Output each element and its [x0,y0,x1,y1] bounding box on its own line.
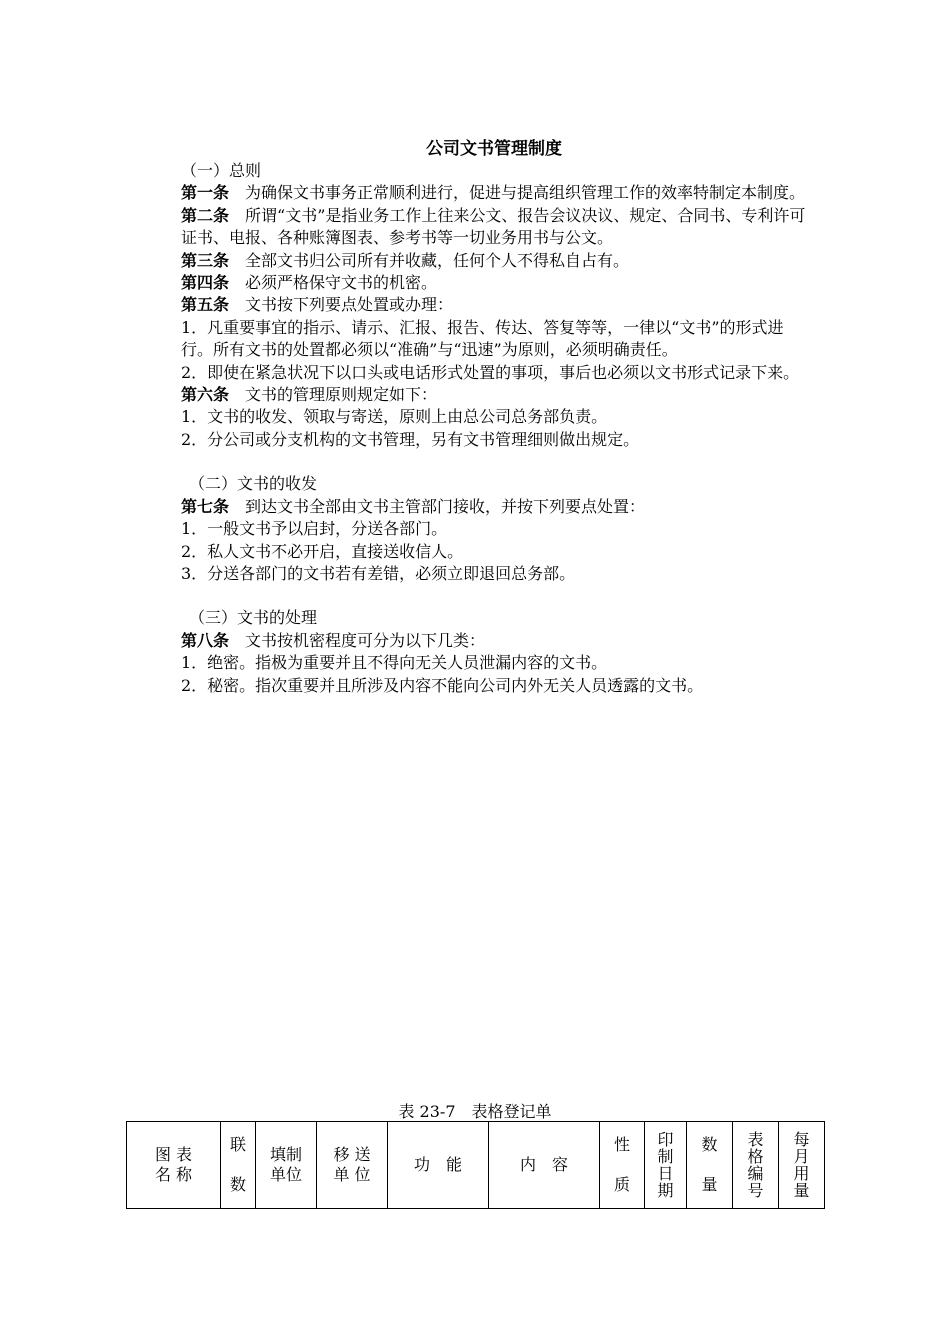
header-quantity: 数 量 [687,1122,733,1209]
article-8-item-2: 2．秘密。指次重要并且所涉及内容不能向公司内外无关人员透露的文书。 [181,675,704,695]
article-4-label: 第四条 [181,273,230,293]
article-2-label: 第二条 [181,205,230,225]
section-heading-processing: （三）文书的处理 [189,608,318,628]
article-1 [145,182,810,204]
article-7-item-1: 1．一般文书予以启封，分送各部门。 [181,519,448,539]
article-7-item-2: 2．私人文书不必开启，直接送收信人。 [181,541,464,561]
article-2 [145,205,810,250]
header-copies: 联 数 [221,1122,256,1209]
header-nature: 性 质 [600,1122,645,1209]
article-5-item-1: 1．凡重要事宜的指示、请示、汇报、报告、传达、答复等等，一律以“文书”的形式进行。所有文书的处置都必须以“准确”与“迅速”为原则，必须明确责任。 [181,317,784,360]
article-3 [145,250,810,272]
header-content: 内 容 [489,1122,600,1209]
table-header-row [127,1122,825,1209]
article-8-text: 文书按机密程度可分为以下几类： [245,630,486,650]
header-print-date: 印 制 日 期 [645,1122,687,1209]
document-body [145,160,810,697]
article-4-text: 必须严格保守文书的机密。 [245,273,438,293]
article-3-text: 全部文书归公司所有并收藏，任何个人不得私自占有。 [245,250,630,270]
article-8 [145,630,810,652]
article-3-label: 第三条 [181,250,230,270]
article-1-text: 为确保文书事务正常顺利进行，促进与提高组织管理工作的效率特制定本制度。 [245,183,806,203]
spacer [145,451,810,473]
section-heading-receiving: （二）文书的收发 [189,474,318,494]
article-7 [145,496,810,518]
article-6-text: 文书的管理原则规定如下： [245,385,438,405]
section-heading-general: （一）总则 [181,161,262,180]
header-chart-name: 图 表 名 称 [127,1122,221,1209]
article-5-label: 第五条 [181,295,230,315]
header-function: 功 能 [388,1122,489,1209]
article-7-label: 第七条 [181,496,230,516]
header-transfer-unit: 移 送 单 位 [317,1122,388,1209]
registration-table [126,1121,825,1209]
document-title: 公司文书管理制度 [426,139,562,159]
header-form-number: 表 格 编 号 [733,1122,779,1209]
article-6 [145,384,810,406]
header-monthly-usage: 每 月 用 量 [779,1122,825,1209]
article-2-text: 所谓“文书”是指业务工作上往来公文、报告会议决议、规定、合同书、专利许可证书、电报、各种账簿图表、参考书等一切业务用书与公文。 [181,205,806,248]
article-6-item-1: 1．文书的收发、领取与寄送，原则上由总公司总务部负责。 [181,407,608,427]
article-5 [145,294,810,316]
article-8-item-1: 1．绝密。指极为重要并且不得向无关人员泄漏内容的文书。 [181,653,608,673]
article-5-text: 文书按下列要点处置或办理： [245,295,454,315]
article-4 [145,272,810,294]
spacer [145,585,810,607]
article-7-text: 到达文书全部由文书主管部门接收，并按下列要点处置： [245,496,646,516]
article-7-item-3: 3．分送各部门的文书若有差错，必须立即退回总务部。 [181,563,576,583]
header-issuing-unit: 填制 单位 [256,1122,317,1209]
article-8-label: 第八条 [181,630,230,650]
article-6-item-2: 2．分公司或分支机构的文书管理，另有文书管理细则做出规定。 [181,429,640,449]
article-1-label: 第一条 [181,183,230,203]
article-5-item-2: 2．即使在紧急状况下以口头或电话形式处置的事项，事后也必须以文书形式记录下来。 [181,362,800,382]
table-caption: 表 23-7 表格登记单 [398,1102,552,1121]
article-6-label: 第六条 [181,385,230,405]
